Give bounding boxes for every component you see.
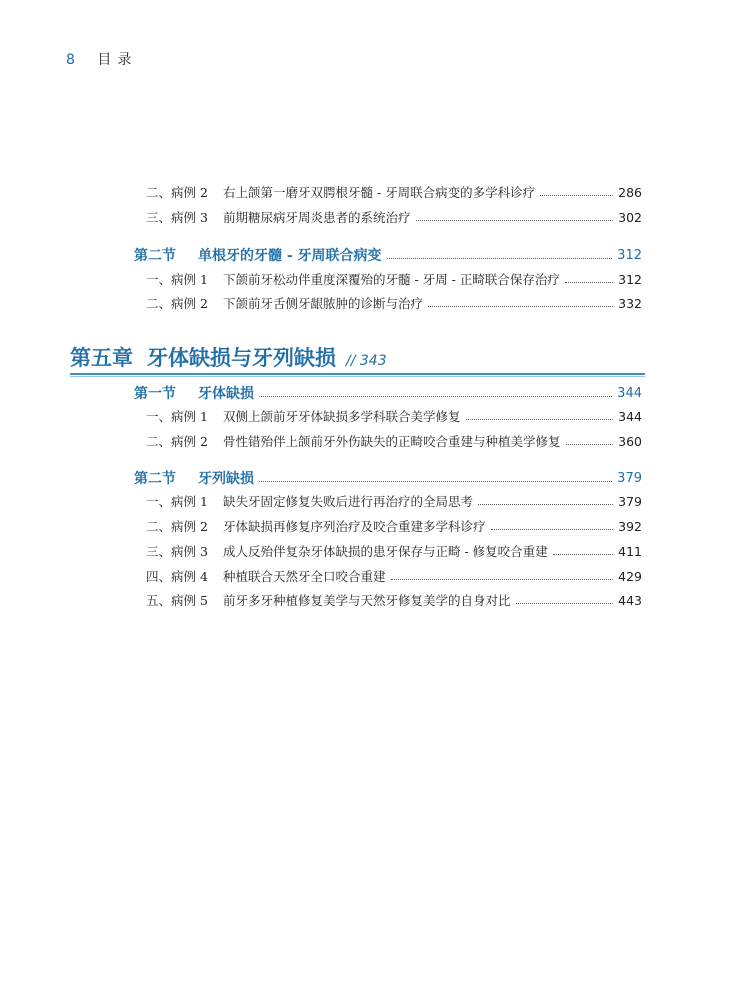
entry-page: 344	[618, 408, 642, 424]
dot-leader	[416, 220, 614, 221]
entry-title: 牙体缺损再修复序列治疗及咬合重建多学科诊疗	[223, 519, 486, 534]
toc-entry[interactable]	[146, 566, 642, 586]
entry-number: 一、病例 1	[146, 494, 208, 509]
chapter-heading[interactable]	[70, 340, 645, 372]
dot-leader	[565, 282, 613, 283]
entry-number: 一、病例 1	[146, 409, 208, 424]
entry-number: 二、病例 2	[146, 296, 208, 311]
entry-title: 种植联合天然牙全口咬合重建	[223, 569, 386, 584]
dot-leader	[391, 579, 614, 580]
dot-leader	[259, 396, 612, 397]
chapter-title: 牙体缺损与牙列缺损	[147, 345, 336, 370]
entry-number: 二、病例 2	[146, 185, 208, 200]
entry-number: 二、病例 2	[146, 519, 208, 534]
toc-section[interactable]	[134, 467, 642, 489]
entry-title: 右上颌第一磨牙双腭根牙髓 - 牙周联合病变的多学科诊疗	[223, 185, 536, 200]
entry-page: 429	[618, 568, 642, 584]
entry-page: 332	[618, 295, 642, 311]
dot-leader	[387, 258, 613, 259]
dot-leader	[516, 603, 614, 604]
section-page: 379	[617, 470, 642, 486]
toc-entry[interactable]	[146, 541, 642, 561]
header-title: 目录	[97, 52, 138, 68]
entry-title: 前期糖尿病牙周炎患者的系统治疗	[223, 210, 411, 225]
toc-section[interactable]	[134, 244, 642, 266]
toc-entry[interactable]	[146, 182, 642, 202]
entry-number: 三、病例 3	[146, 544, 208, 559]
entry-page: 302	[618, 209, 642, 225]
entry-title: 缺失牙固定修复失败后进行再治疗的全局思考	[223, 494, 474, 509]
entry-number: 三、病例 3	[146, 210, 208, 225]
dot-leader	[466, 419, 614, 420]
chapter-page: // 343	[346, 353, 387, 369]
dot-leader	[491, 529, 614, 530]
toc-entry[interactable]	[146, 406, 642, 426]
entry-title: 下颌前牙松动伴重度深覆殆的牙髓 - 牙周 - 正畸联合保存治疗	[223, 272, 560, 287]
entry-number: 五、病例 5	[146, 593, 208, 608]
entry-title: 成人反殆伴复杂牙体缺损的患牙保存与正畸 - 修复咬合重建	[223, 544, 548, 559]
section-page: 344	[617, 385, 642, 401]
toc-entry[interactable]	[146, 293, 642, 313]
entry-page: 360	[618, 433, 642, 449]
toc-section[interactable]	[134, 382, 642, 404]
entry-page: 443	[618, 592, 642, 608]
dot-leader	[566, 444, 614, 445]
entry-page: 411	[618, 543, 642, 559]
entry-page: 312	[618, 271, 642, 287]
dot-leader	[478, 504, 613, 505]
toc-entry[interactable]	[146, 491, 642, 511]
entry-title: 骨性错殆伴上颌前牙外伤缺失的正畸咬合重建与种植美学修复	[223, 434, 561, 449]
page-number: 8	[66, 52, 75, 68]
entry-page: 379	[618, 493, 642, 509]
dot-leader	[553, 554, 613, 555]
section-number: 第二节	[134, 248, 176, 264]
entry-number: 四、病例 4	[146, 569, 208, 584]
running-header	[66, 49, 137, 69]
toc-entry[interactable]	[146, 207, 642, 227]
dot-leader	[540, 195, 613, 196]
entry-number: 一、病例 1	[146, 272, 208, 287]
section-title: 单根牙的牙髓 - 牙周联合病变	[198, 248, 382, 264]
toc-entry[interactable]	[146, 516, 642, 536]
entry-page: 286	[618, 184, 642, 200]
section-number: 第二节	[134, 471, 176, 487]
entry-title: 双侧上颌前牙牙体缺损多学科联合美学修复	[223, 409, 461, 424]
toc-entry[interactable]	[146, 590, 642, 610]
chapter-rule	[70, 373, 645, 375]
entry-title: 前牙多牙种植修复美学与天然牙修复美学的自身对比	[223, 593, 511, 608]
toc-entry[interactable]	[146, 431, 642, 451]
toc-entry[interactable]	[146, 269, 642, 289]
section-title: 牙列缺损	[198, 471, 254, 487]
section-page: 312	[617, 247, 642, 263]
entry-number: 二、病例 2	[146, 434, 208, 449]
entry-page: 392	[618, 518, 642, 534]
dot-leader	[259, 481, 612, 482]
chapter-number: 第五章	[70, 345, 133, 370]
entry-title: 下颌前牙舌侧牙龈脓肿的诊断与治疗	[223, 296, 424, 311]
dot-leader	[428, 306, 613, 307]
section-number: 第一节	[134, 386, 176, 402]
chapter-rule-thin	[70, 376, 645, 377]
section-title: 牙体缺损	[198, 386, 254, 402]
